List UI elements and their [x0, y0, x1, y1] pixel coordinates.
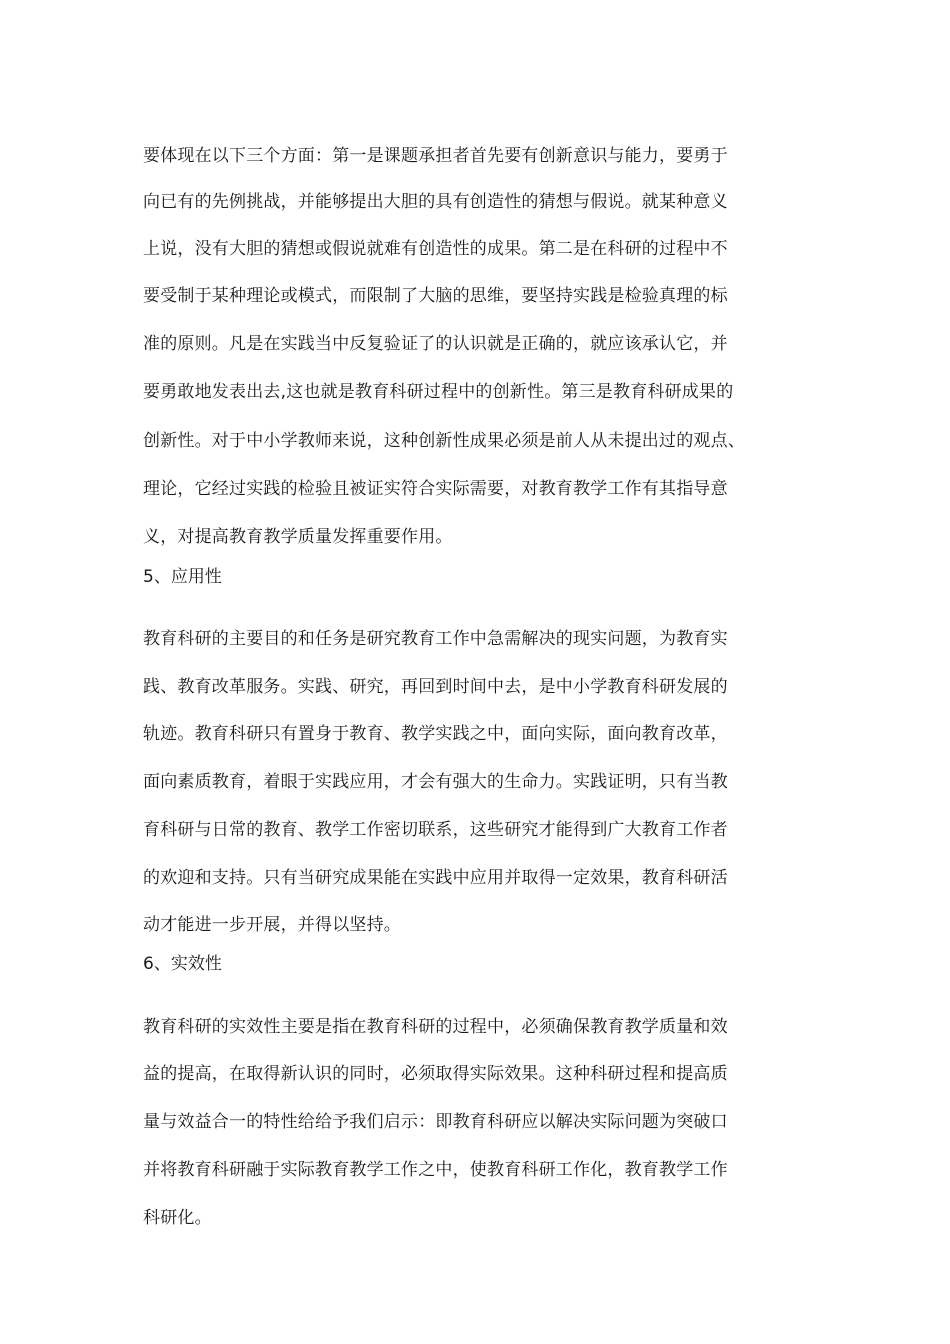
- paragraph-line: 面向素质教育，着眼于实践应用，才会有强大的生命力。实践证明，只有当教: [143, 772, 728, 792]
- paragraph-line: 育科研与日常的教育、教学工作密切联系，这些研究才能得到广大教育工作者: [143, 820, 728, 840]
- paragraph-line: 要勇敢地发表出去,这也就是教育科研过程中的创新性。第三是教育科研成果的: [143, 382, 734, 402]
- paragraph-line: 向已有的先例挑战，并能够提出大胆的具有创造性的猜想与假说。就某种意义: [143, 192, 728, 212]
- paragraph-line: 义，对提高教育教学质量发挥重要作用。: [143, 527, 453, 547]
- paragraph-line: 教育科研的实效性主要是指在教育科研的过程中，必须确保教育教学质量和效: [143, 1017, 728, 1037]
- paragraph-line: 要体现在以下三个方面：第一是课题承担者首先要有创新意识与能力，要勇于: [143, 146, 728, 166]
- paragraph-line: 要受制于某种理论或模式，而限制了大脑的思维，要坚持实践是检验真理的标: [143, 286, 728, 306]
- section-heading: 5、应用性: [143, 567, 222, 587]
- paragraph-line: 益的提高，在取得新认识的同时，必须取得实际效果。这种科研过程和提高质: [143, 1064, 728, 1084]
- paragraph-line: 准的原则。凡是在实践当中反复验证了的认识就是正确的，就应该承认它，并: [143, 334, 728, 354]
- paragraph-line: 教育科研的主要目的和任务是研究教育工作中急需解决的现实问题，为教育实: [143, 629, 728, 649]
- paragraph-line: 量与效益合一的特性给给予我们启示：即教育科研应以解决实际问题为突破口: [143, 1112, 728, 1132]
- paragraph-line: 践、教育改革服务。实践、研究，再回到时间中去，是中小学教育科研发展的: [143, 677, 728, 697]
- paragraph-line: 轨迹。教育科研只有置身于教育、教学实践之中，面向实际，面向教育改革，: [143, 724, 728, 744]
- paragraph-line: 的欢迎和支持。只有当研究成果能在实践中应用并取得一定效果，教育科研活: [143, 868, 728, 888]
- paragraph-line: 科研化。: [143, 1208, 212, 1228]
- paragraph-line: 上说，没有大胆的猜想或假说就难有创造性的成果。第二是在科研的过程中不: [143, 239, 728, 259]
- paragraph-line: 并将教育科研融于实际教育教学工作之中，使教育科研工作化，教育教学工作: [143, 1160, 728, 1180]
- paragraph-line: 创新性。对于中小学教师来说，这种创新性成果必须是前人从未提出过的观点、: [143, 431, 745, 451]
- paragraph-line: 动才能进一步开展，并得以坚持。: [143, 915, 401, 935]
- paragraph-line: 理论，它经过实践的检验且被证实符合实际需要，对教育教学工作有其指导意: [143, 479, 728, 499]
- section-heading: 6、实效性: [143, 954, 222, 974]
